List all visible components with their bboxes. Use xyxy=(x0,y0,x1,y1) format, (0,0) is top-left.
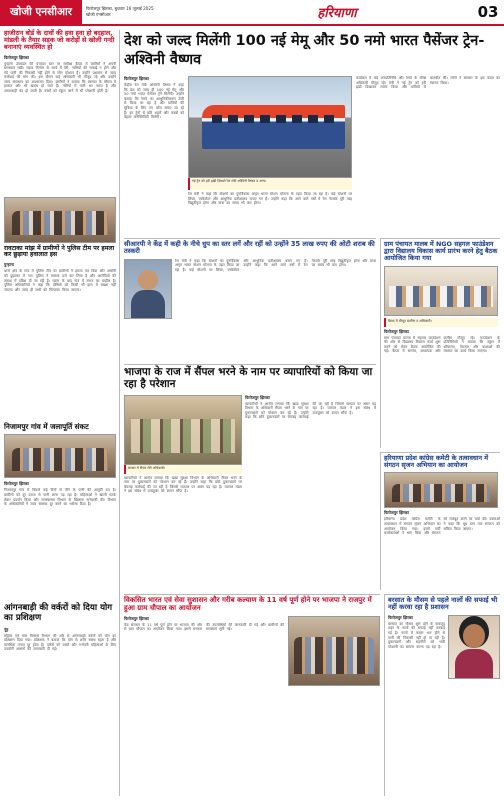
dateline-police: पुन्हाना xyxy=(4,262,14,268)
article-congress: हरियाणा प्रदेश कांग्रेस कमेटी के तत्वावधान में संगठन सृजन अभियान का आयोजन किया गया। इसमें पार्टी कार्यकर्ताओं ने भाग लिया और संगठन को मजबूत करने पर चर्चा की। वक्ताओं ने कहा कि बूथ स्तर तक संगठन को सक्रिय किया जाएगा। xyxy=(384,517,500,536)
article-traders-a: व्यापारियों ने आरोप लगाया कि खाद्य सुरक्षा विभाग के अधिकारी सैंपल भरने के नाम पर दुकानदारों को परेशान कर रहे हैं। उन्होंने कहा कि छोटे दुकानदारों पर बेवजह कार्रवाई की जा रही है जिससे व्यापार पर असर पड़ रहा है। व्यापार मंडल ने इस संबंध में उपायुक्त को ज्ञापन सौंपा है। xyxy=(124,475,242,494)
article-anganwadi: महिला एवं बाल विकास विभाग की ओर से आंगनबाड़ी वर्करों को योग का प्रशिक्षण दिया गया। प्रशिक्षक ने बताया कि योग से शरीर स्वस्थ रहता है और मानसिक तनाव दूर होता है। वर्करों को बच्चों और गर्भवती महिलाओं के लिए उपयोगी आसनों की जानकारी दी गई। xyxy=(4,633,116,652)
photo-woman xyxy=(448,615,500,679)
traders-caption: बाजार में सैंपल लेते अधिकारी। xyxy=(124,465,242,474)
article-liquor: रेल मंत्री ने कहा कि स्टेशनों का पुनर्विकास अमृत भारत स्टेशन योजना के तहत किया जा रहा है। कई स्टेशनों पर लिफ्ट, एस्केलेटर और आधुनिक प्रतीक्षालय बनाए गए हैं। उन्होंने कहा कि आने वाले वर्षों में रेल नेटवर्क पूरी तरह विद्युतीकृत होगा और यात्रा का समय भी कम होगा। xyxy=(175,258,376,272)
lead-headline: देश को जल्द मिलेंगी 100 नई मेमू और 50 नमो भारत पैसेंजर ट्रेन-अश्विनी वैष्णव xyxy=(124,33,485,68)
lead-text-c: कार्यक्रम में कई जनप्रतिनिधि और रेलवे के वरिष्ठ अधिकारी मौजूद रहे। मंत्री ने नई ट्रेन को हरी झंडी दिखाकर रवाना किया और यात्रियों से बातचीत की। लोगों ने सरकार के इस कदम का स्वागत किया। xyxy=(356,76,500,90)
brand-logo: खोजी एनसीआर xyxy=(0,0,82,24)
dateline-traders: फिरोजपुर झिरका xyxy=(245,394,270,400)
photo-water xyxy=(4,434,116,478)
headline-congress: हरियाणा प्रदेश कांग्रेस कमेटी के तत्वावधान में संगठन सृजन अभियान का आयोजन xyxy=(384,454,489,470)
lead-col-a xyxy=(124,76,184,234)
dateline-anganwadi: नूंह xyxy=(4,626,9,632)
headline-chaupal: विकसित भारत एवं सेवा सुशासन और गरीब कल्याण के 11 वर्ष पूर्ण होने पर भाजपा ने राजपुर में हुआ ग्राम चौपाल का आयोजन xyxy=(124,596,372,612)
article-ngo: ग्राम पंचायत मालब में सहगल फाउंडेशन की ओर से विद्यालय विकास कार्य शुरू करने को लेकर बैठक आयोजित की गई। बैठक में सरपंच, अध्यापक और ग्रामीण मौजूद रहे। फाउंडेशन के प्रतिनिधियों ने बताया कि स्कूल में शौचालय, पेयजल और कक्षाओं की मरम्मत का कार्य किया जाएगा। xyxy=(384,335,500,354)
traders-article xyxy=(124,364,376,590)
lead-text-a: केंद्रीय रेल मंत्री अश्विनी वैष्णव ने कहा कि देश को जल्द ही 100 नई मेमू और 50 नमो भारत पैसेंजर ट्रेनें मिलेंगी। उन्होंने बताया कि रेलवे का आधुनिकीकरण तेजी से किया जा रहा है और यात्रियों की सुविधा के लिए नए कोच बनाए जा रहे हैं। इन ट्रेनों से छोटे शहरों और कस्बों को बेहतर कनेक्टिविटी मिलेगी। xyxy=(124,83,184,120)
chaupal-article xyxy=(124,594,380,796)
lead-text-b: रेल मंत्री ने कहा कि स्टेशनों का पुनर्विकास अमृत भारत स्टेशन योजना के तहत किया जा रहा है। कई स्टेशनों पर लिफ्ट, एस्केलेटर और आधुनिक प्रतीक्षालय बनाए गए हैं। उन्होंने कहा कि आने वाले वर्षों में रेल नेटवर्क पूरी तरह विद्युतीकृत होगा और यात्रा का समय भी कम होगा। xyxy=(188,192,352,206)
section-title: हरियाणा xyxy=(317,6,357,21)
headline-ngo: ग्राम पंचायत मालब में NGO सहगल फाउंडेशन द्वारा विद्यालय विकास कार्य प्रारंभ करने हेतु बैठक आयोजित किया गया xyxy=(384,240,498,263)
lead-dateline: फिरोजपुर झिरका xyxy=(124,76,149,81)
masthead xyxy=(0,0,504,26)
headline-liquor: सीआरपी ने केंद्र में कही के नीचे धुप का स्तर लगें और रहीं को उन्होंने 35 लाख रुपए की ओटी शराब की तस्करी xyxy=(124,240,375,256)
headline-anganwadi: आंगनबाड़ी की वर्करों को दिया योग का प्रशिक्षण xyxy=(4,603,113,624)
issue-publisher: खोजी एनसीआर xyxy=(86,12,111,17)
crpf-strip xyxy=(124,238,376,360)
issue-date: फिरोजपुर झिरका, बुधवार 16 जुलाई 2025 xyxy=(86,6,154,11)
article-roads: पुन्हाना उपमंडल की पंचायत स्तर पर समीक्षा बैठक में ग्रामीणों ने अपनी समस्याएं रखीं। सड़क निर्माण के कार्य में देरी, नालियों की सफाई न होने और गंदे पानी की निकासी नहीं होने से लोग परेशान हैं। उन्होंने प्रशासन से जल्द कार्रवाई की मांग की। इस दौरान कई अधिकारी भी मौजूद रहे और उन्होंने जल्द समाधान का आश्वासन दिया। ग्रामीणों ने बताया कि बरसात के मौसम में हालात और भी खराब हो जाते हैं। गलियों में पानी भर जाता है और आवाजाही बंद हो जाती है। बच्चों को स्कूल जाने में भी परेशानी होती है। xyxy=(4,61,116,94)
photo-congress xyxy=(384,472,498,508)
left-column xyxy=(4,30,120,796)
headline-roads: हाजीरान बोर्ड के दावों की हवा हवा हो बदहाल, मांडली के तैयार सड़क जो करोड़ों से खोली गन्दी बनानाएं व्यवस्थित हो xyxy=(4,29,115,52)
headline-police-attack: रावटाका मांझ में ग्रामीणों ने पुलिस टीम पर हमला कर छुड़ाया हवालात इस xyxy=(4,244,115,259)
congress-article xyxy=(380,452,500,590)
headline-drains: बरसात के मौसम से पहले नालों की सफाई भी नहीं करवा रहा है प्रशासन xyxy=(388,596,498,612)
article-traders-b: व्यापारियों ने आरोप लगाया कि खाद्य सुरक्षा विभाग के अधिकारी सैंपल भरने के नाम पर दुकानदारों को परेशान कर रहे हैं। उन्होंने कहा कि छोटे दुकानदारों पर बेवजह कार्रवाई की जा रही है जिससे व्यापार पर असर पड़ रहा है। व्यापार मंडल ने इस संबंध में उपायुक्त को ज्ञापन सौंपा है। xyxy=(245,401,376,420)
dateline-roads: फिरोजपुर झिरका xyxy=(4,54,29,60)
article-police: थाना क्षेत्र के गांव में पुलिस टीम पर ग्रामीणों ने हमला कर दिया और आरोपी को छुड़ाकर ले गए। पुलिस ने मामला दर्ज कर लिया है और आरोपियों की तलाश में दबिश दी जा रही है। घटना के बाद गांव में तनाव का माहौल है। पुलिस अधिकारियों ने कहा कि दोषियों को किसी भी हाल में बख्शा नहीं जाएगा और जल्द ही सभी को गिरफ्तार किया जाएगा। xyxy=(4,269,116,292)
article-chaupal: केंद्र सरकार के 11 वर्ष पूर्ण होने पर भाजपा की ओर से ग्राम चौपाल का आयोजन किया गया। इसमें सरकार की उपलब्धियों की जानकारी दी गई और ग्रामीणों की समस्याएं सुनी गईं। xyxy=(124,622,284,632)
issue-meta xyxy=(82,0,202,24)
right-top-article xyxy=(380,238,500,448)
dateline-chaupal: फिरोजपुर झिरका xyxy=(124,615,149,621)
page-number: 03 xyxy=(477,3,499,21)
photo-protest xyxy=(4,197,116,243)
lead-col-c xyxy=(356,76,500,234)
photo-market xyxy=(124,395,242,465)
headline-traders: भाजपा के राज में सैंपल भरने के नाम पर व्यापारियों को किया जा रहा है परेशान xyxy=(124,366,373,390)
photo-train xyxy=(188,76,352,178)
dateline-congress: फिरोजपुर झिरका xyxy=(384,510,409,516)
photo-chaupal xyxy=(288,616,380,686)
dateline-drains: फिरोजपुर झिरका xyxy=(388,614,413,620)
ngo-caption: बैठक में मौजूद ग्रामीण व अधिकारी। xyxy=(384,318,498,327)
lead-col-b xyxy=(188,192,352,234)
lead-caption: नई ट्रेन को हरी झंडी दिखाते रेल मंत्री अश्विनी वैष्णव व अन्य। xyxy=(188,178,352,190)
dateline-water: फिरोजपुर झिरका xyxy=(4,481,29,487)
photo-ngo-meeting xyxy=(384,266,498,316)
article-water: निजामपुर गांव में पिछले कई दिनों से पीने के पानी की आपूर्ति ठप है। ग्रामीणों को दूर दराज से पानी लाना पड़ रहा है। महिलाओं ने खाली मटके लेकर प्रदर्शन किया और जनस्वास्थ्य विभाग के खिलाफ नारेबाजी की। विभाग के अधिकारियों ने जल्द समस्या दूर करने का भरोसा दिया है। xyxy=(4,488,116,507)
drain-article xyxy=(384,594,500,796)
photo-accused xyxy=(124,259,172,319)
article-drains: बरसात का मौसम शुरू होने के बावजूद शहर के नालों की सफाई नहीं करवाई गई है। नालों में कचरा भरा होने से पानी की निकासी नहीं हो पा रही है। दुकानदारों और राहगीरों को भारी परेशानी का सामना करना पड़ रहा है। xyxy=(388,621,445,649)
dateline-ngo: फिरोजपुर झिरका xyxy=(384,328,409,334)
headline-water-crisis: निजामपुर गांव में जलापूर्ति संकट xyxy=(4,422,89,432)
